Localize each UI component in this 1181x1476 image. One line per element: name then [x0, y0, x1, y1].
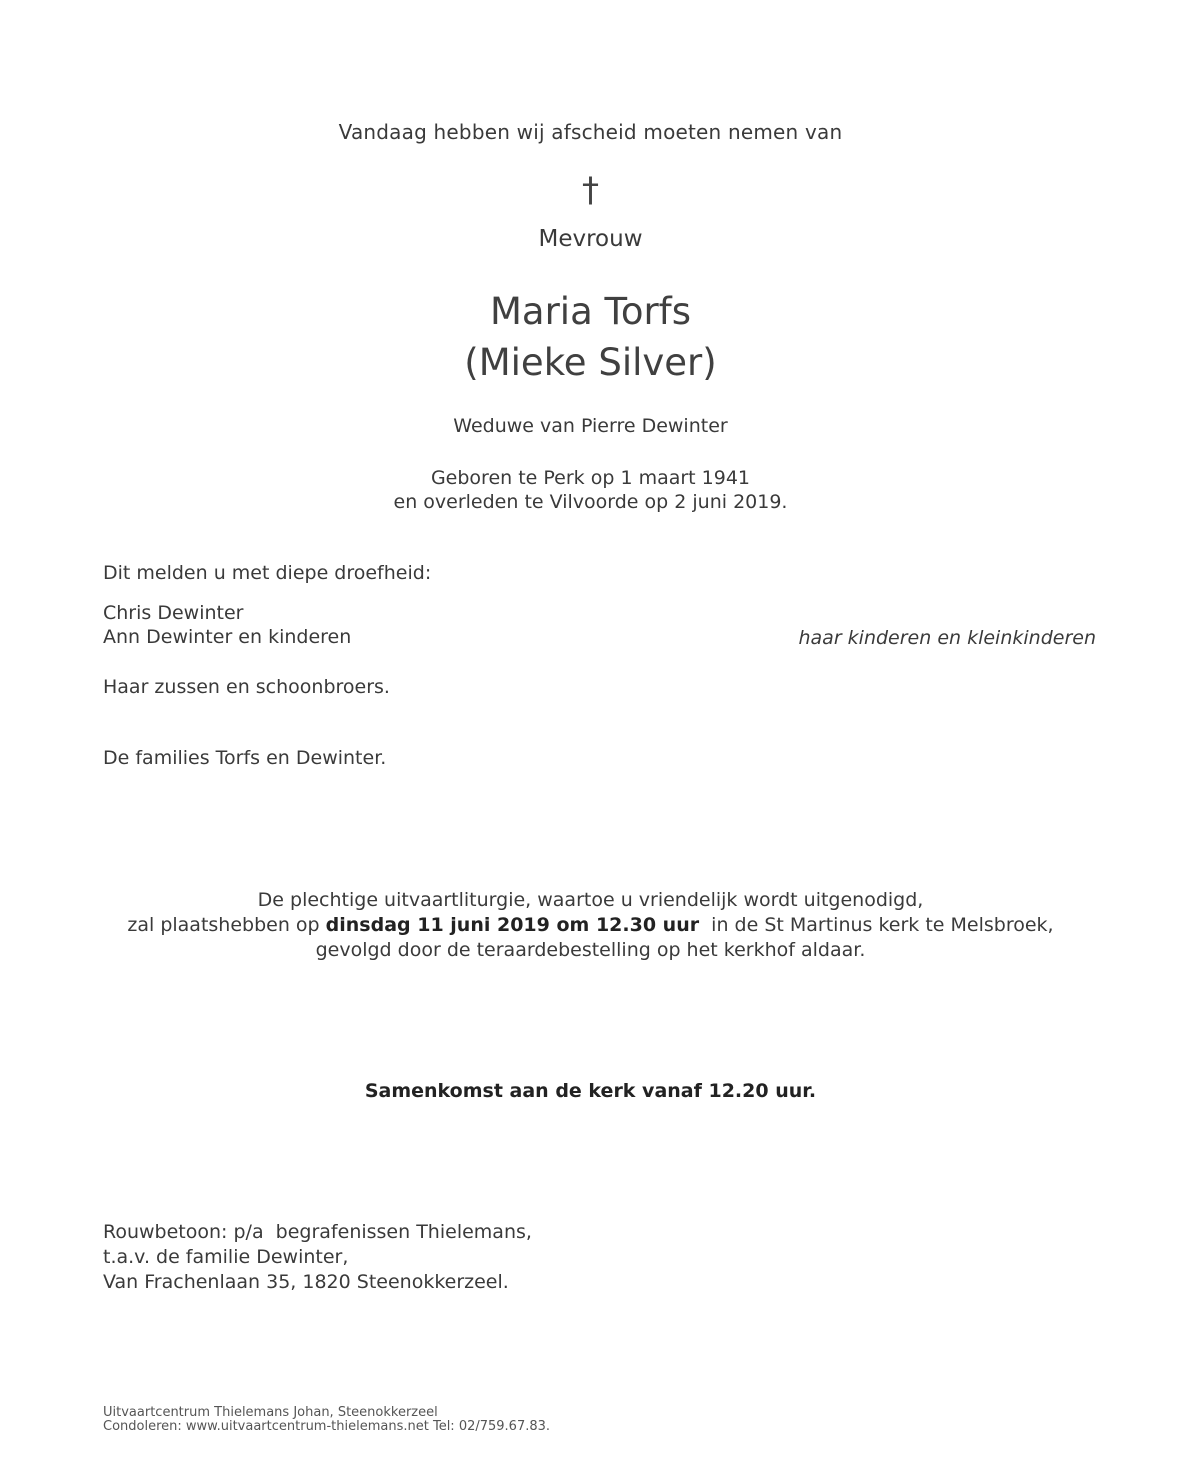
widow-of: Weduwe van Pierre Dewinter [453, 415, 728, 437]
ceremony-line-1: De plechtige uitvaartliturgie, waartoe u vriendelijk wordt uitgenodigd, [257, 889, 924, 911]
gathering-info: Samenkomst aan de kerk vanaf 12.20 uur. [364, 1080, 817, 1102]
footer [103, 1406, 550, 1434]
footer-line-2: Condoleren: www.uitvaartcentrum-thielemans.net Tel: 02/759.67.83. [103, 1419, 551, 1434]
cross-icon: † [582, 170, 599, 210]
intro-text: Vandaag hebben wij afscheid moeten nemen van [338, 120, 843, 144]
deceased-nickname-line: (Mieke Silver) [464, 341, 717, 384]
birth-death-info [0, 466, 1181, 514]
ceremony-line-2 [0, 913, 1181, 938]
families: De families Torfs en Dewinter. [103, 747, 387, 769]
condolence-address [103, 1220, 532, 1295]
death-line: en overleden te Vilvoorde op 2 juni 2019. [393, 491, 788, 513]
child-name: Chris Dewinter [103, 602, 244, 624]
ceremony-line-2-suffix: in de St Martinus kerk te Melsbroek, [699, 914, 1054, 936]
deceased-name-line: Maria Torfs [490, 290, 691, 333]
children-list [103, 601, 351, 649]
siblings: Haar zussen en schoonbroers. [103, 676, 390, 698]
child-name: Ann Dewinter en kinderen [103, 626, 352, 648]
ceremony-line-2-prefix: zal plaatshebben op [127, 914, 326, 936]
condolence-line-2: t.a.v. de familie Dewinter, [103, 1246, 349, 1268]
children-role: haar kinderen en kleinkinderen [798, 627, 1096, 649]
condolence-line-1: Rouwbetoon: p/a begrafenissen Thielemans, [103, 1221, 532, 1243]
announcement: Dit melden u met diepe droefheid: [103, 562, 432, 584]
ceremony-info [0, 888, 1181, 963]
deceased-name [0, 286, 1181, 388]
ceremony-line-3: gevolgd door de teraardebestelling op het kerkhof aldaar. [315, 939, 866, 961]
salutation: Mevrouw [538, 226, 643, 252]
footer-line-1: Uitvaartcentrum Thielemans Johan, Steenokkerzeel [103, 1405, 438, 1420]
condolence-line-3: Van Frachenlaan 35, 1820 Steenokkerzeel. [103, 1271, 509, 1293]
ceremony-date-time: dinsdag 11 juni 2019 om 12.30 uur [325, 914, 700, 936]
birth-line: Geboren te Perk op 1 maart 1941 [430, 467, 751, 489]
